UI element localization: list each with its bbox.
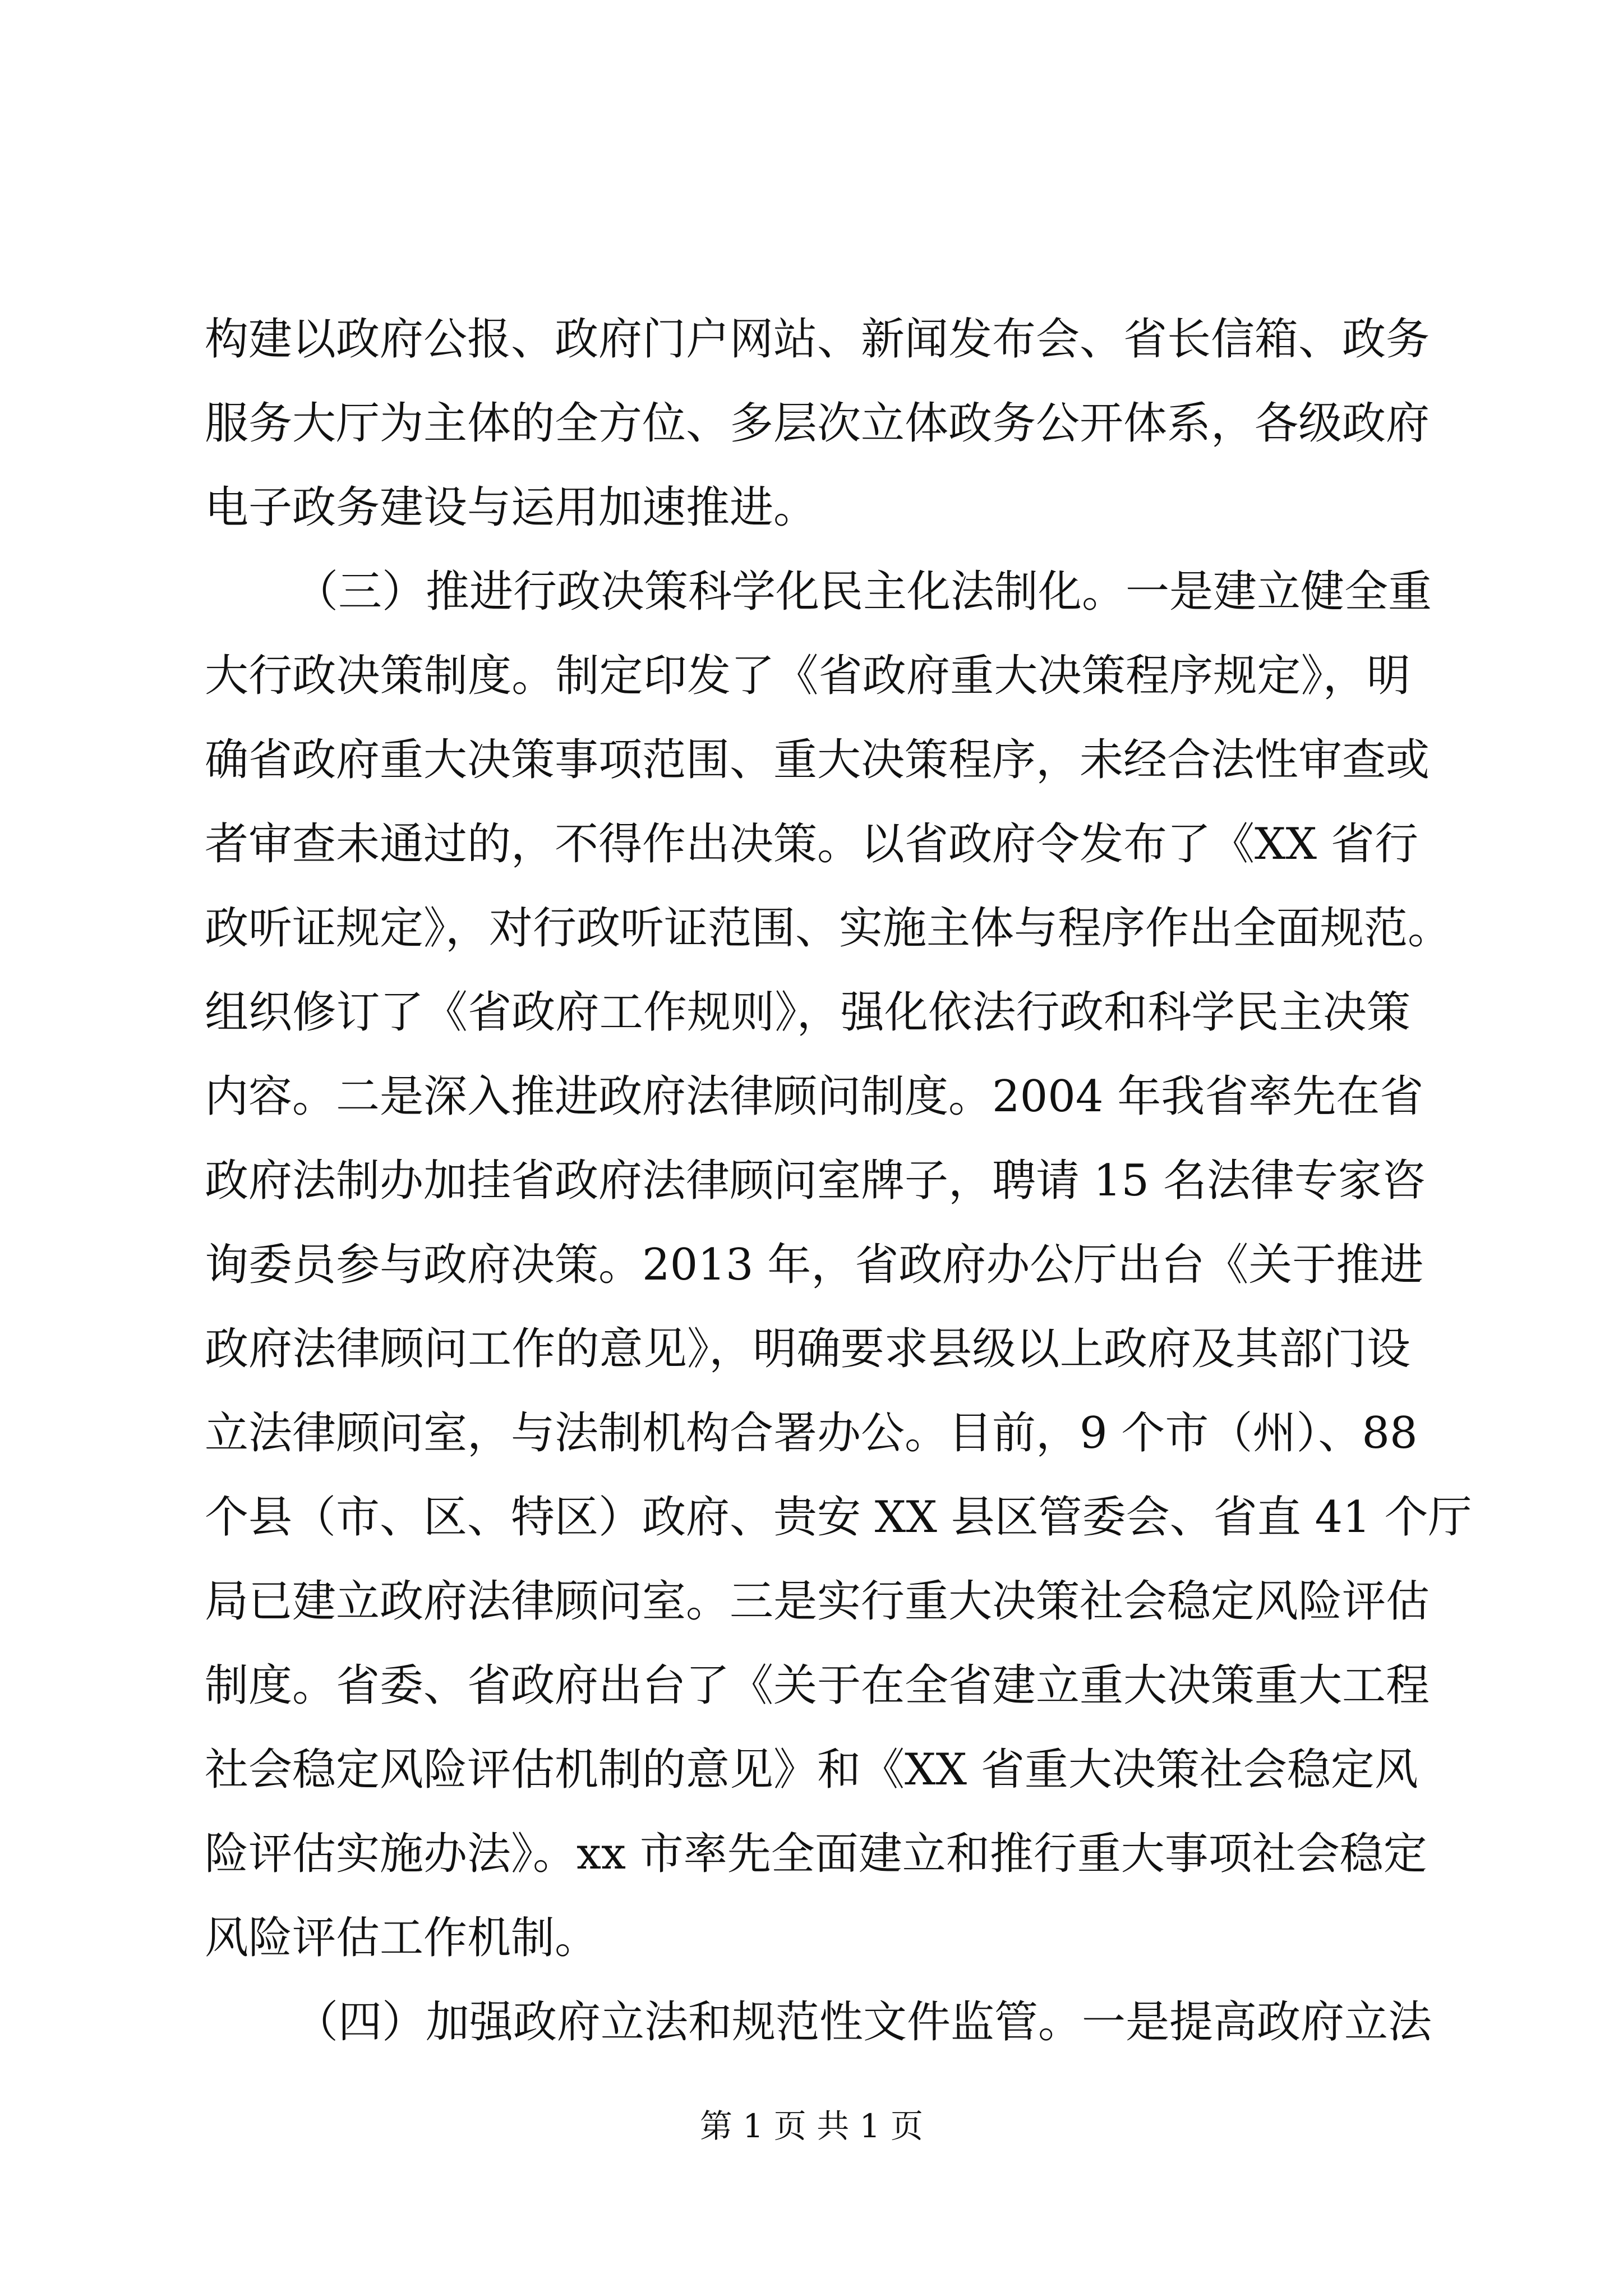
text-line: 政府法律顾问工作的意见》，明确要求县级以上政府及其部门设 <box>205 1324 1410 1374</box>
text-line: 个县（市、区、特区）政府、贵安 XX 县区管委会、省直 41 个厅 <box>205 1492 1472 1543</box>
document-body <box>205 297 1472 2064</box>
text-line: （三）推进行政决策科学化民主化法制化。一是建立健全重 <box>294 567 1432 617</box>
text-line: 组织修订了《省政府工作规则》，强化依法行政和科学民主决策 <box>205 987 1410 1038</box>
text-line: 政听证规定》，对行政听证范围、实施主体与程序作出全面规范。 <box>205 903 1452 954</box>
text-line: 局已建立政府法律顾问室。三是实行重大决策社会稳定风险评估 <box>205 1576 1430 1627</box>
text-line: 社会稳定风险评估机制的意见》和《XX 省重大决策社会稳定风 <box>205 1745 1418 1795</box>
text-line: （四）加强政府立法和规范性文件监管。一是提高政府立法 <box>294 1997 1432 2047</box>
text-line: 内容。二是深入推进政府法律顾问制度。2004 年我省率先在省 <box>205 1071 1424 1122</box>
text-line: 风险评估工作机制。 <box>205 1913 599 1963</box>
text-line: 政府法制办加挂省政府法律顾问室牌子，聘请 15 名法律专家咨 <box>205 1156 1426 1206</box>
text-line: 制度。省委、省政府出台了《关于在全省建立重大决策重大工程 <box>205 1660 1430 1711</box>
text-line: 立法律顾问室，与法制机构合署办公。目前，9 个市（州）、88 <box>205 1408 1418 1458</box>
text-line: 询委员参与政府决策。2013 年，省政府办公厅出台《关于推进 <box>205 1240 1424 1290</box>
text-line: 确省政府重大决策事项范围、重大决策程序，未经合法性审查或 <box>205 735 1430 785</box>
text-line: 大行政决策制度。制定印发了《省政府重大决策程序规定》，明 <box>205 651 1410 701</box>
text-line: 者审查未通过的，不得作出决策。以省政府令发布了《XX 省行 <box>205 819 1418 869</box>
text-line: 构建以政府公报、政府门户网站、新闻发布会、省长信箱、政务 <box>205 314 1430 365</box>
text-line: 电子政务建设与运用加速推进。 <box>205 482 818 533</box>
paragraph <box>205 297 1430 550</box>
paragraph <box>205 1980 1432 2064</box>
text-line: 服务大厅为主体的全方位、多层次立体政务公开体系，各级政府 <box>205 398 1430 449</box>
paragraph <box>205 550 1472 1980</box>
text-line: 险评估实施办法》。xx 市率先全面建立和推行重大事项社会稳定 <box>205 1829 1427 1879</box>
page-footer: 第 1 页 共 1 页 <box>700 2107 923 2145</box>
